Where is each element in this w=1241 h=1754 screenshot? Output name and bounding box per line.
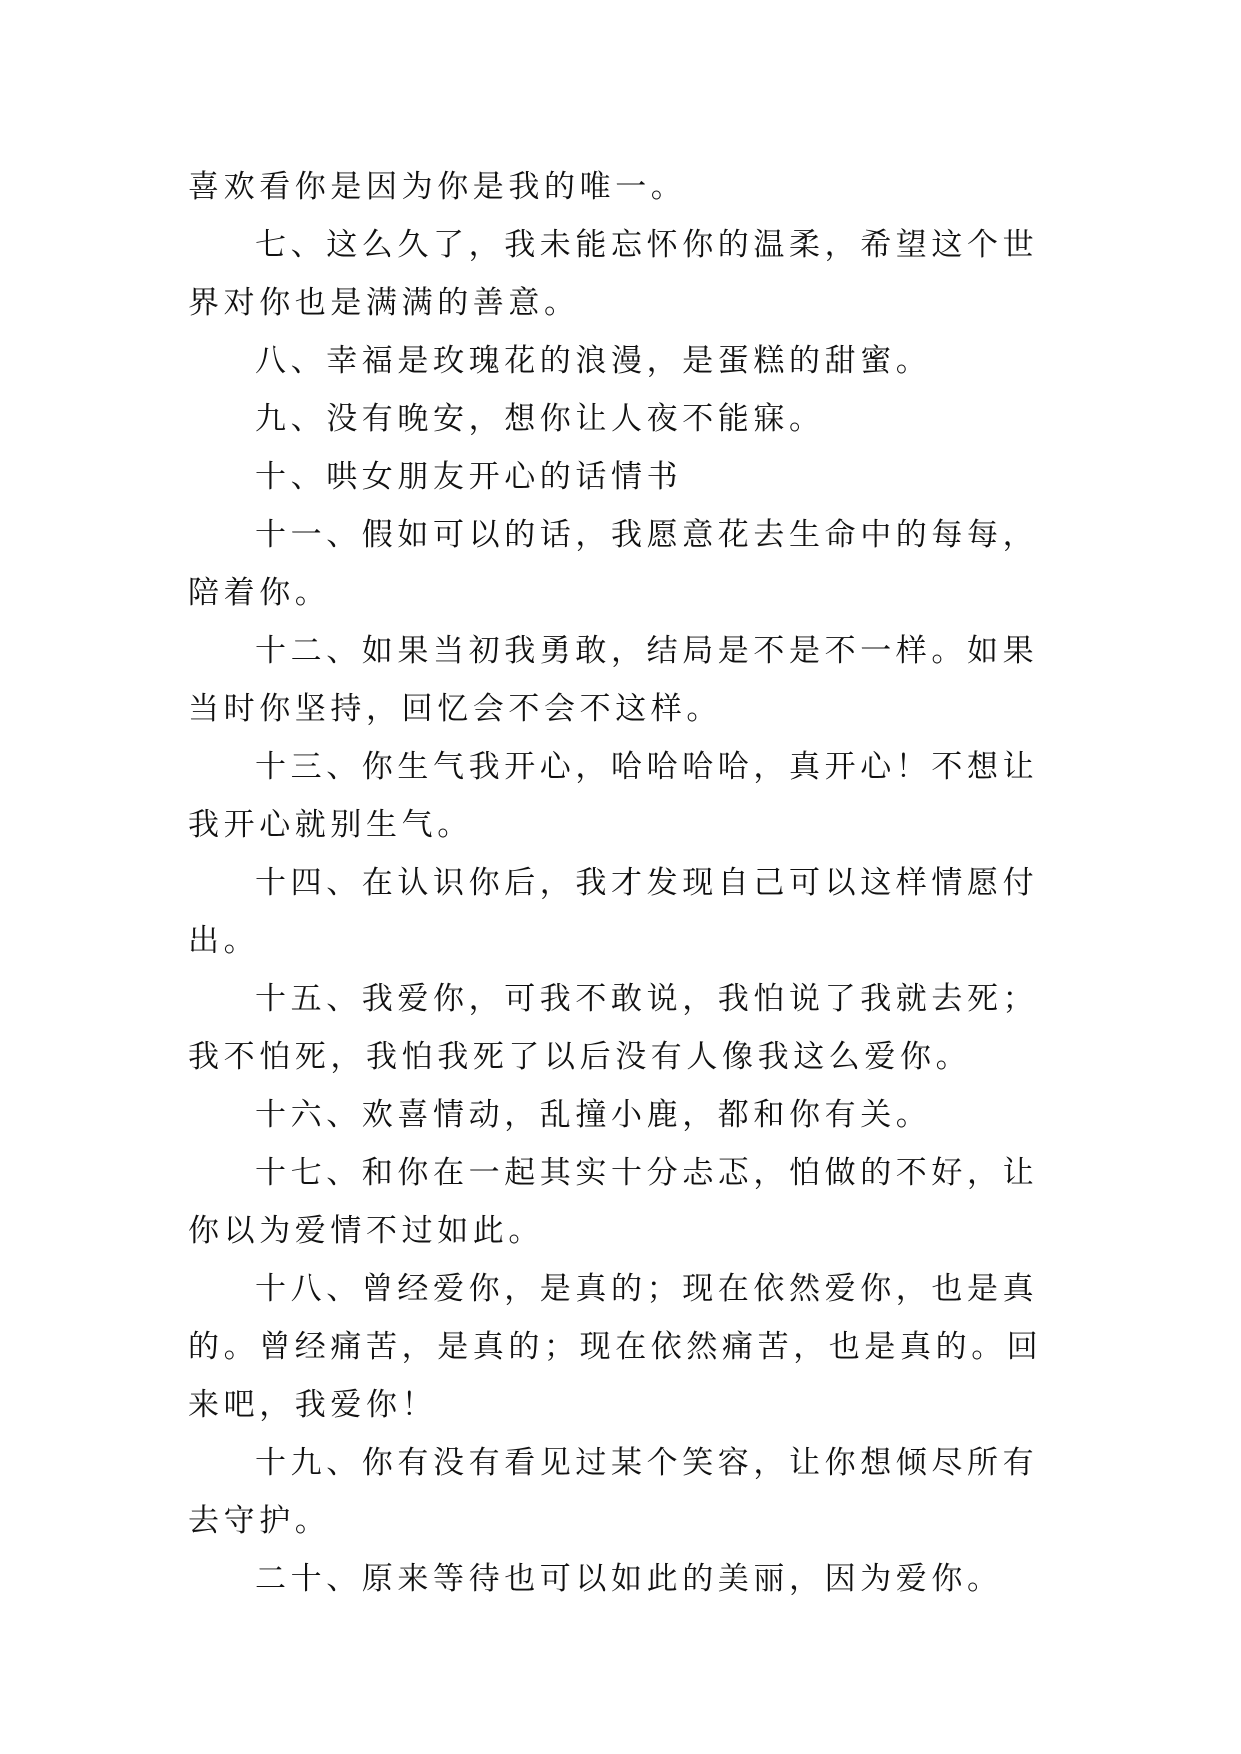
paragraph: 十三、你生气我开心，哈哈哈哈，真开心！不想让我开心就别生气。 xyxy=(188,749,1039,843)
paragraph: 十、哄女朋友开心的话情书 xyxy=(255,459,683,495)
paragraph: 十八、曾经爱你，是真的；现在依然爱你，也是真的。曾经痛苦，是真的；现在依然痛苦，也是真的。回来吧，我爱你！ xyxy=(188,1271,1043,1423)
paragraph: 十九、你有没有看见过某个笑容，让你想倾尽所有去守护。 xyxy=(188,1445,1039,1539)
paragraph: 九、没有晚安，想你让人夜不能寐。 xyxy=(255,401,825,437)
paragraph: 七、这么久了，我未能忘怀你的温柔，希望这个世界对你也是满满的善意。 xyxy=(188,227,1039,321)
paragraph: 十四、在认识你后，我才发现自己可以这样情愿付出。 xyxy=(188,865,1039,959)
paragraph: 二十、原来等待也可以如此的美丽，因为爱你。 xyxy=(255,1561,1003,1597)
paragraph: 十二、如果当初我勇敢，结局是不是不一样。如果当时你坚持，回忆会不会不这样。 xyxy=(188,633,1039,727)
paragraph: 八、幸福是玫瑰花的浪漫，是蛋糕的甜蜜。 xyxy=(255,343,932,379)
paragraph: 十七、和你在一起其实十分忐忑，怕做的不好，让你以为爱情不过如此。 xyxy=(188,1155,1039,1249)
paragraph: 喜欢看你是因为你是我的唯一。 xyxy=(188,169,687,205)
paragraph: 十六、欢喜情动，乱撞小鹿，都和你有关。 xyxy=(255,1097,932,1133)
paragraph: 十一、假如可以的话，我愿意花去生命中的每每，陪着你。 xyxy=(188,517,1039,611)
paragraph: 十五、我爱你，可我不敢说，我怕说了我就去死；我不怕死，我怕我死了以后没有人像我这么爱你。 xyxy=(188,981,1039,1075)
document-body xyxy=(188,158,1068,1608)
